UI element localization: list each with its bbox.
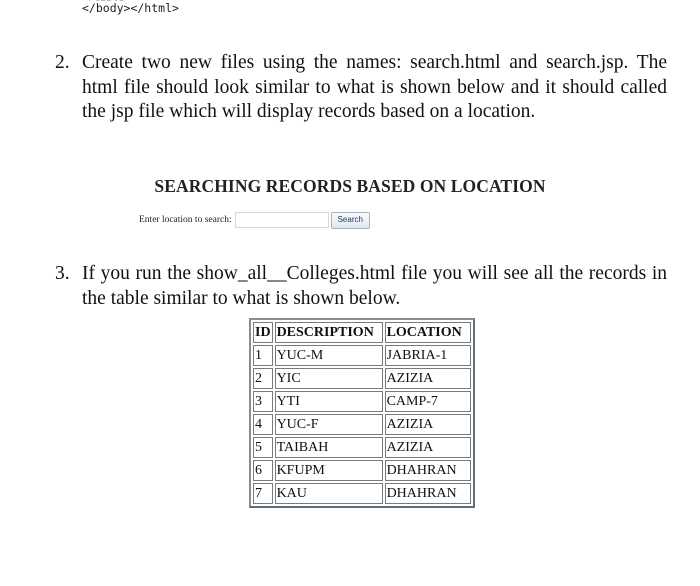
search-button[interactable]: Search	[331, 212, 370, 229]
cell-id: 1	[253, 345, 273, 366]
location-search-input[interactable]	[235, 212, 329, 228]
step-3	[55, 262, 667, 311]
cell-description: TAIBAH	[275, 437, 383, 458]
cell-description: YIC	[275, 368, 383, 389]
step-2	[55, 51, 667, 125]
code-snippet	[82, 0, 179, 15]
cell-id: 7	[253, 483, 273, 504]
cell-id: 6	[253, 460, 273, 481]
table-row	[253, 368, 471, 389]
search-label: Enter location to search:	[139, 215, 232, 225]
cell-location: AZIZIA	[385, 437, 471, 458]
cell-id: 2	[253, 368, 273, 389]
cell-description: YUC-M	[275, 345, 383, 366]
table-row	[253, 460, 471, 481]
step-number: 2.	[55, 52, 70, 73]
cell-location: AZIZIA	[385, 368, 471, 389]
cell-description: KAU	[275, 483, 383, 504]
header-id: ID	[253, 322, 273, 343]
cell-location: CAMP-7	[385, 391, 471, 412]
cell-location: DHAHRAN	[385, 483, 471, 504]
cell-location: JABRIA-1	[385, 345, 471, 366]
search-form-title: SEARCHING RECORDS BASED ON LOCATION	[154, 176, 546, 196]
table-row	[253, 437, 471, 458]
table-row	[253, 391, 471, 412]
cell-description: YTI	[275, 391, 383, 412]
cell-description: YUC-F	[275, 414, 383, 435]
step-text: If you run the show_all__Colleges.html file you will see all the records in the table similar to what is shown below.	[82, 263, 667, 309]
cell-location: DHAHRAN	[385, 460, 471, 481]
table-row	[253, 414, 471, 435]
header-location: LOCATION	[385, 322, 471, 343]
records-table	[249, 318, 475, 508]
cell-id: 5	[253, 437, 273, 458]
header-description: DESCRIPTION	[275, 322, 383, 343]
step-number: 3.	[55, 263, 70, 284]
cell-description: KFUPM	[275, 460, 383, 481]
cell-id: 4	[253, 414, 273, 435]
cell-location: AZIZIA	[385, 414, 471, 435]
step-text: Create two new files using the names: search.html and search.jsp. The html file should look similar to what is shown below and it should called the jsp file which will display records based on a location.	[82, 52, 667, 122]
code-closing-tags: </body></html>	[82, 1, 179, 15]
cell-id: 3	[253, 391, 273, 412]
table-row	[253, 483, 471, 504]
table-header-row	[253, 322, 471, 343]
search-form	[139, 211, 370, 229]
table-row	[253, 345, 471, 366]
